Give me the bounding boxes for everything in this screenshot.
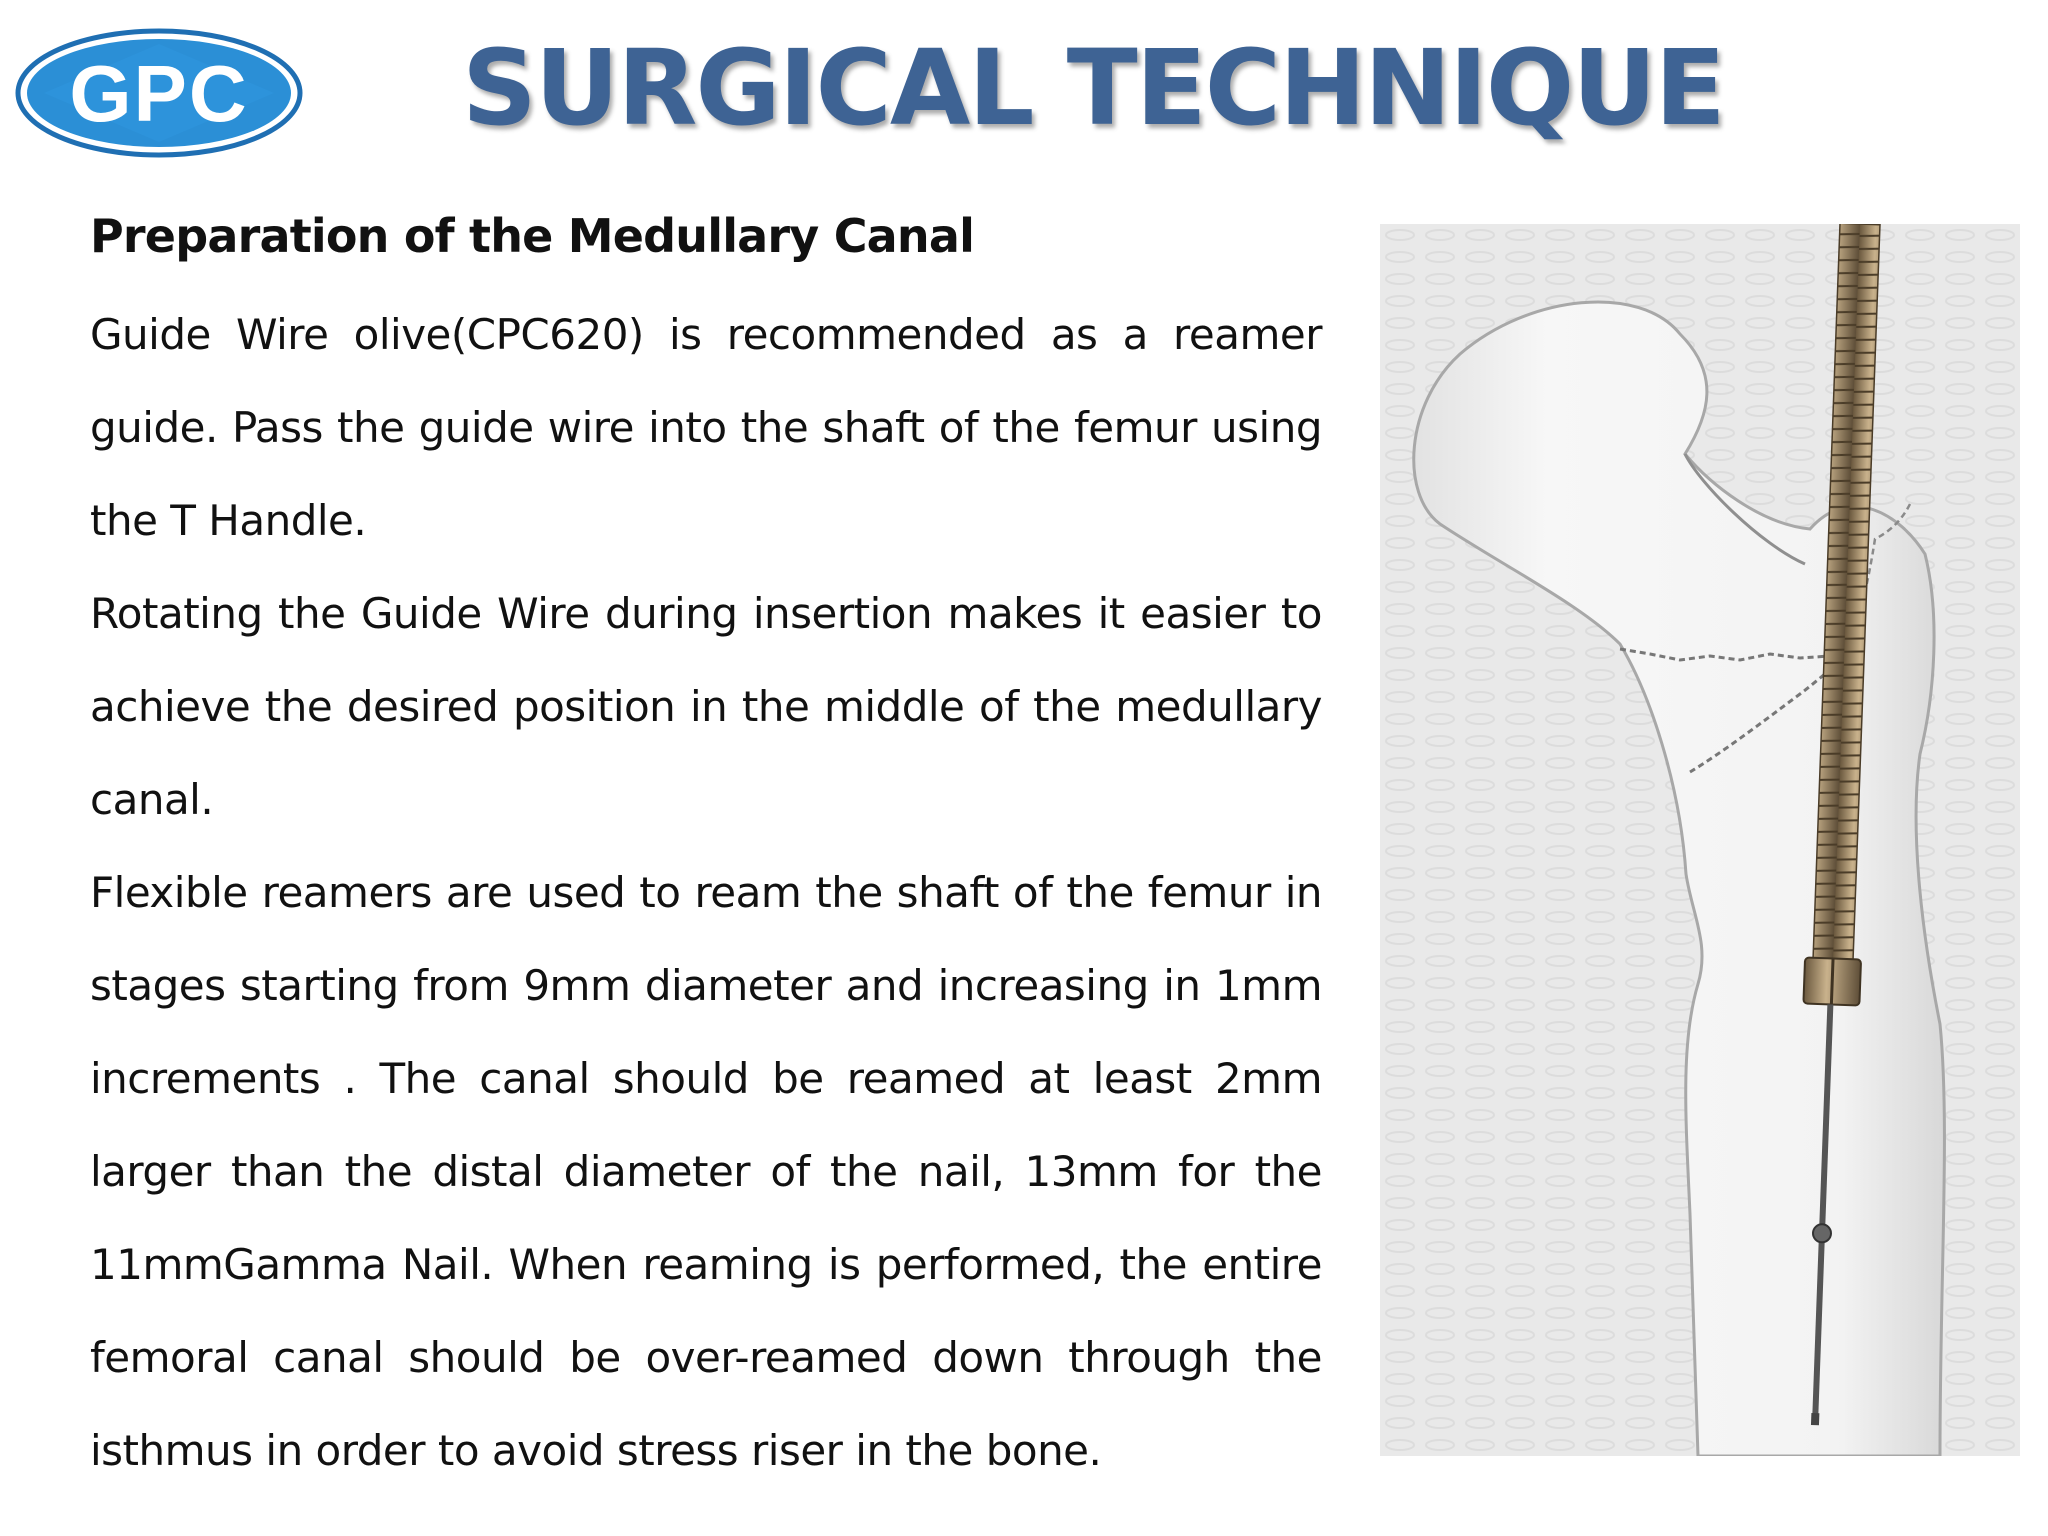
content-block xyxy=(90,198,1322,1497)
paragraph-guide-wire: Guide Wire olive(CPC620) is recommended as a reamer guide. Pass the guide wire into the shaft of the femur using the T Handle. xyxy=(90,310,1322,545)
gpc-logo xyxy=(14,26,304,160)
logo-text: GPC xyxy=(69,49,249,138)
paragraph-flexible-reamers: Flexible reamers are used to ream the shaft of the femur in stages starting from 9mm diameter and increasing in 1mm increments . The canal should be reamed at least 2mm larger than the distal diameter of the nail, 13mm for the 11mmGamma Nail. When reaming is performed, the entire femoral canal should be over-reamed down through the isthmus in order to avoid stress riser in the bone. xyxy=(90,868,1322,1475)
gpc-logo-icon xyxy=(14,26,304,160)
paragraph-rotating: Rotating the Guide Wire during insertion makes it easier to achieve the desired position in the middle of the medullary canal. xyxy=(90,589,1322,824)
femur-reamer-illustration-icon xyxy=(1380,224,2020,1456)
section-heading: Preparation of the Medullary Canal xyxy=(90,209,975,263)
page-title: SURGICAL TECHNIQUE xyxy=(462,27,1724,149)
femur-reaming-illustration xyxy=(1380,224,2020,1456)
